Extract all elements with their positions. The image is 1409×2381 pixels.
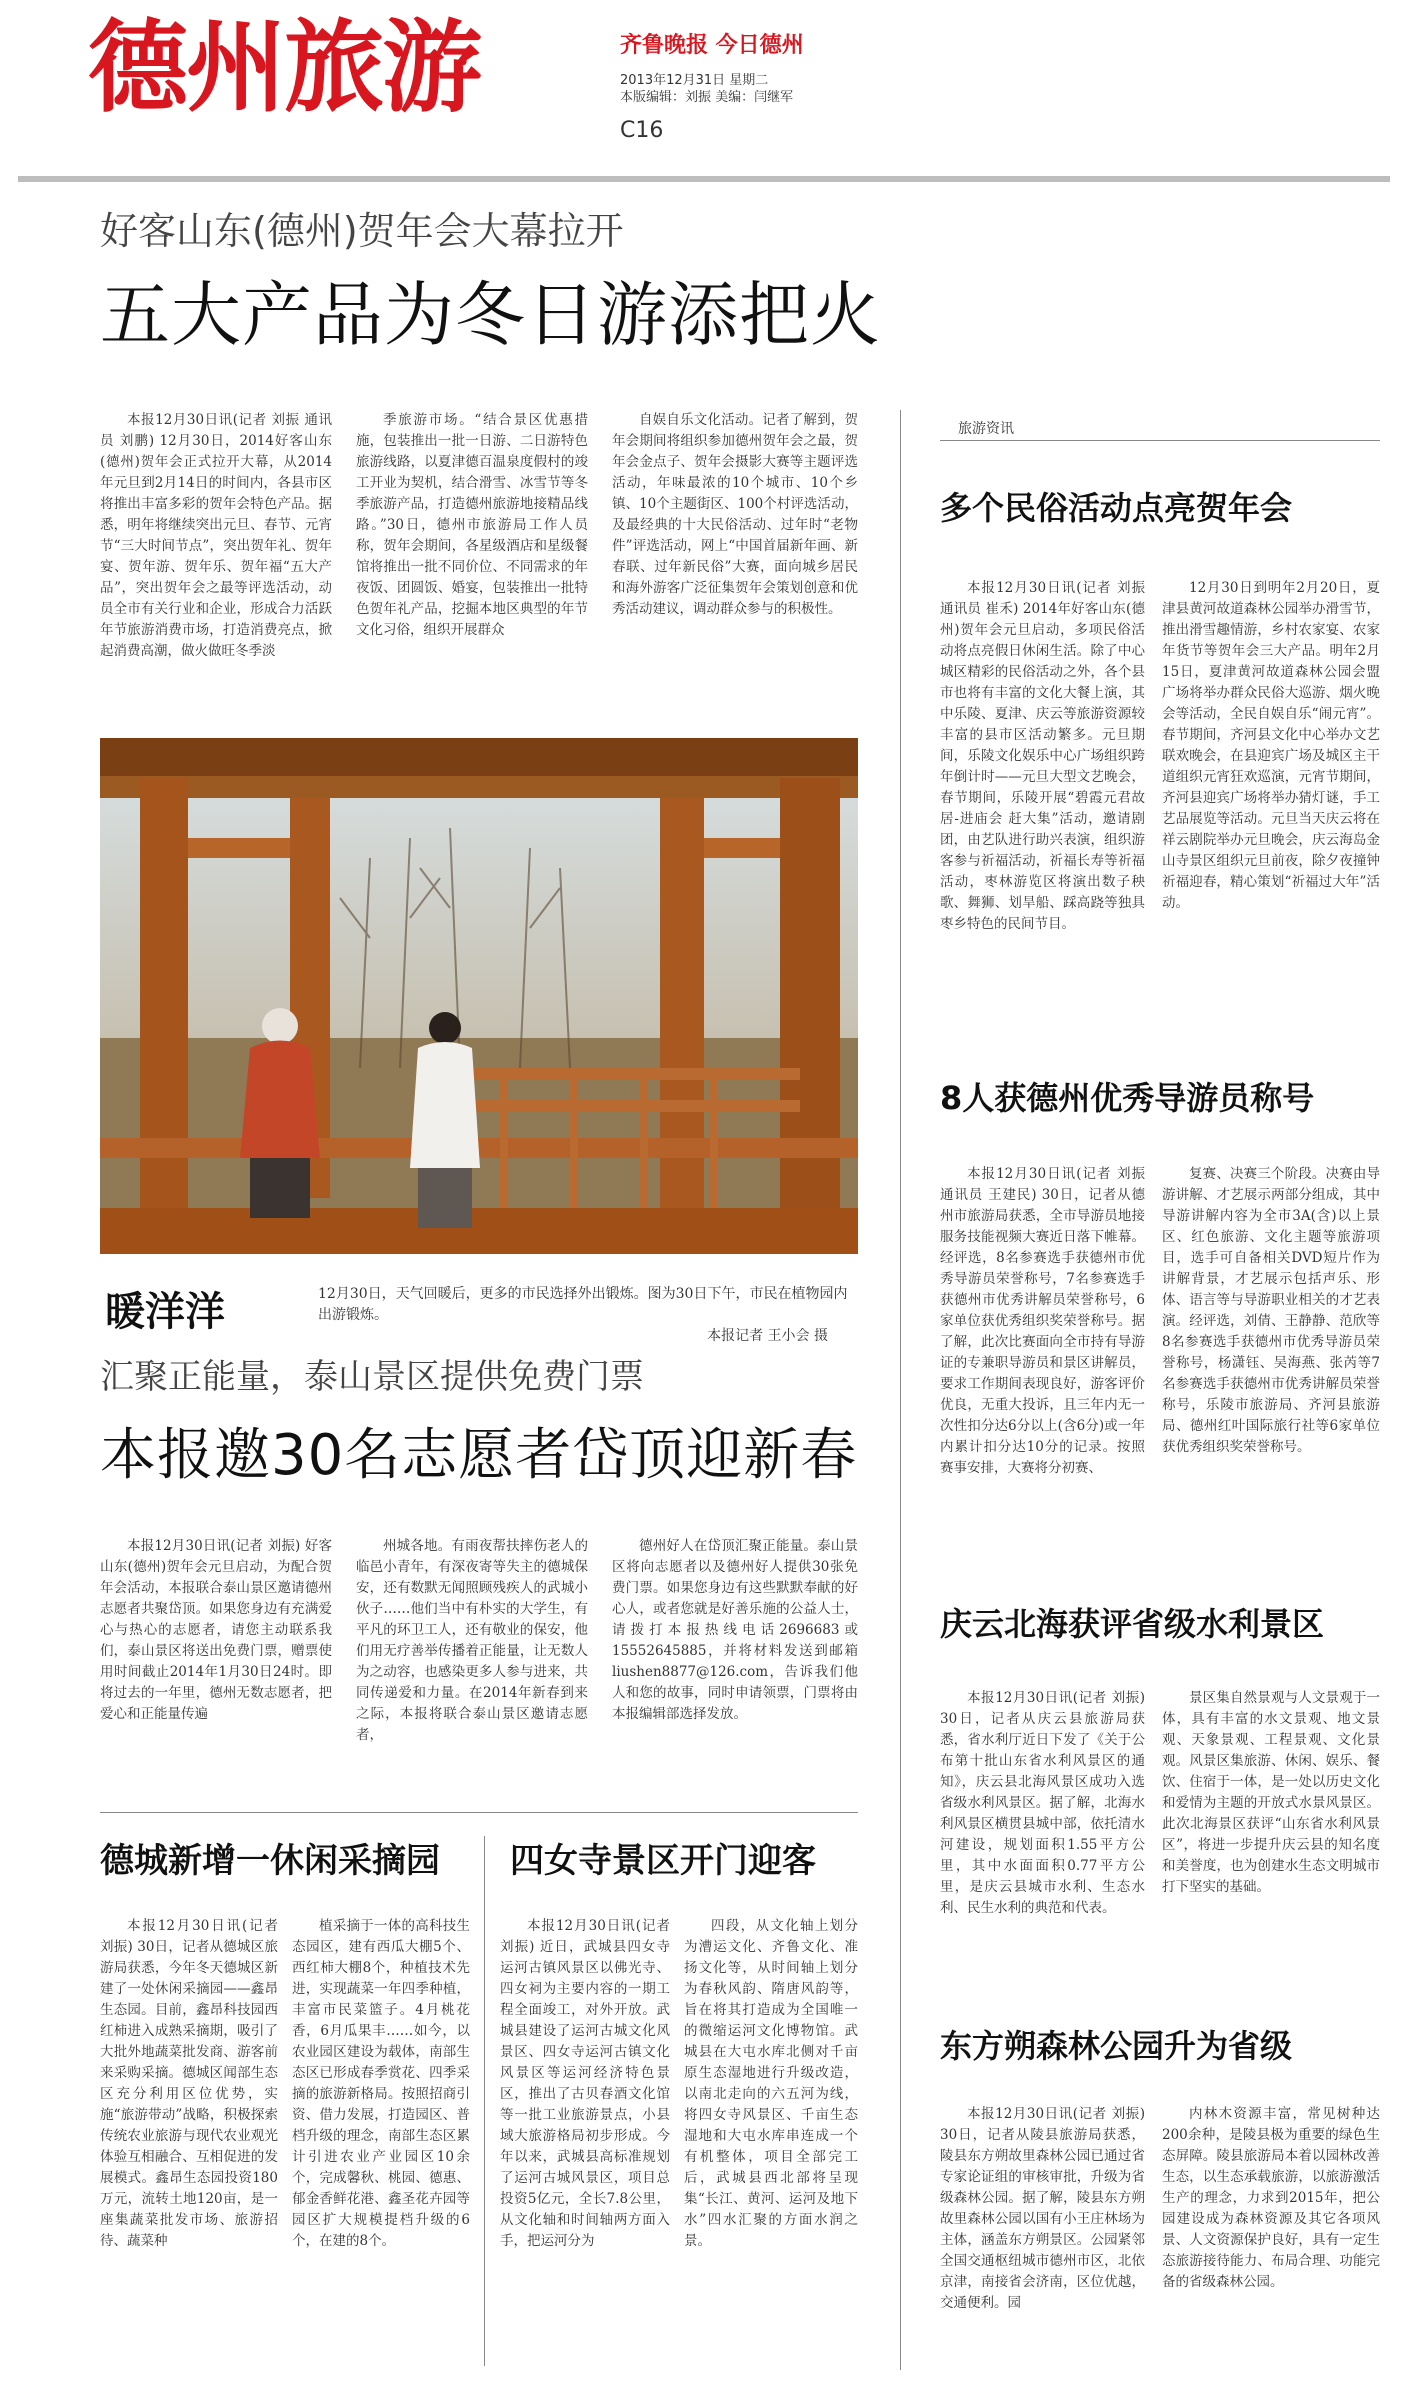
sidebar-a1-col-2-text: 12月30日到明年2月20日，夏津县黄河故道森林公园举办滑雪节，推出滑雪趣情游，乡村农家宴、农家年货节等贺年会三大产品。明年2月15日，夏津黄河故道森林公园会盟广场将举办群众民俗大巡游、烟火晚会等活动，全民自娱自乐“闹元宵”。春节期间，齐河县文化中心举办文艺联欢晚会，在县迎宾广场及城区主干道组织元宵狂欢巡演，元宵节期间，齐河县迎宾广场将举办猜灯谜，手工艺品展览等活动。元旦当天庆云将在祥云剧院举办元旦晚会，庆云海岛金山寺景区组织元旦前夜，除夕夜撞钟祈福迎春，精心策划“祈福过大年”活动。: [1162, 580, 1380, 911]
sidebar-a1-headline: 多个民俗活动点亮贺年会: [940, 489, 1293, 527]
sidebar-a1-col-1-text: 本报12月30日讯(记者 刘振 通讯员 崔禾) 2014年好客山东(德州)贺年会元旦启动，多项民俗活动将点亮假日休闲生活。除了中心城区精彩的民俗活动之外，各个县市也将有丰富的文化大餐上演，其中乐陵、夏津、庆云等旅游资源较丰富的县市区活动繁多。元旦期间，乐陵文化娱乐中心广场组织跨年倒计时——元旦大型文艺晚会，春节期间，乐陵开展“碧霞元君故居-进庙会 赶大集”活动，邀请剧团，由艺队进行助兴表演，组织游客参与祈福活动，祈福长寿等祈福活动，枣林游览区将演出数子秧歌、舞狮、划旱船、踩高跷等独具枣乡特色的民间节目。: [940, 580, 1145, 932]
sidebar-a2-col-1-text: 本报12月30日讯(记者 刘振 通讯员 王建民) 30日，记者从德州市旅游局获悉，全市导游员地接服务技能视频大赛近日落下帷幕。经评选，8名参赛选手获德州市优秀导游员荣誉称号，7名参赛选手获德州市优秀讲解员荣誉称号，6家单位获优秀组织奖荣誉称号。据了解，此次比赛面向全市持有导游证的专兼职导游员和景区讲解员，要求工作期间表现良好，游客评价优良，无重大投诉，且三年内无一次性扣分达6分以上(含6分)或一年内累计扣分达10分的记录。按照赛事安排，大赛将分初赛、: [940, 1166, 1145, 1476]
lead-col-3-text: 自娱自乐文化活动。记者了解到，贺年会期间将组织参加德州贺年会之最，贺年会金点子、贺年会摄影大赛等主题评选活动，年味最浓的10个城市、10个乡镇、10个主题街区、100个村评选活动，及最经典的十大民俗活动、过年时“老物件”评选活动，网上“中国首届新年画、新春联、过年新民俗”大赛，面向城乡居民和海外游客广泛征集贺年会策划创意和优秀活动建议，调动群众参与的积极性。: [612, 412, 858, 617]
sidebar-a2-col-2-text: 复赛、决赛三个阶段。决赛由导游讲解、才艺展示两部分组成，其中导游讲解内容为全市3A(含)以上景区、红色旅游、文化主题等旅游项目，选手可自备相关DVD短片作为讲解背景，才艺展示包括声乐、形体、语言等与导游职业相关的才艺表演。经评选，刘倩、王静静、范欣等8名参赛选手获德州市优秀导游员荣誉称号，杨潇钰、吴海燕、张芮等7名参赛选手获德州市优秀讲解员荣誉称号，乐陵市旅游局、齐河县旅游局、德州红叶国际旅行社等6家单位获优秀组织奖荣誉称号。: [1162, 1166, 1380, 1455]
picking-headline: 德城新增一休闲采摘园: [100, 1841, 440, 1881]
temple-headline: 四女寺景区开门迎客: [510, 1841, 816, 1881]
sidebar-a4-col-2-text: 内林木资源丰富，常见树种达200余种，是陵县极为重要的绿色生态屏障。陵县旅游局本着以园林改善生态，以生态承载旅游，以旅游激活生产的理念，力求到2015年，把公园建设成为森林资源及其它各项风景、人文资源保护良好，具有一定生态旅游接待能力、布局合理、功能完备的省级森林公园。: [1162, 2106, 1380, 2290]
sidebar-a3-col-1: [940, 1688, 1145, 1978]
picking-col-2: [292, 1916, 470, 2366]
pavilion-photo-illustration: [100, 738, 858, 1254]
lead-col-2-text: 季旅游市场。“结合景区优惠措施，包装推出一批一日游、二日游特色旅游线路，以夏津德百温泉度假村的竣工开业为契机，结合滑雪、冰雪节等冬季旅游产品，打造德州旅游地接精品线路。”30日，德州市旅游局工作人员称，贺年会期间，各星级酒店和星级餐馆将推出一批不同价位、不同需求的年夜饭、团圆饭、婚宴，包装推出一批特色贺年礼产品，挖掘本地区典型的年节文化习俗，组织开展群众: [356, 412, 588, 638]
sidebar-a3-col-2-text: 景区集自然景观与人文景观于一体，具有丰富的水文景观、地文景观、天象景观、工程景观、文化景观。风景区集旅游、休闲、娱乐、餐饮、住宿于一体，是一处以历史文化和爱情为主题的开放式水景风景区。此次北海景区获评“山东省水利风景区”，将进一步提升庆云县的知名度和美誉度，也为创建水生态文明城市打下坚实的基础。: [1162, 1690, 1380, 1895]
lead-col-3: [612, 410, 858, 720]
volunteer-col-1-text: 本报12月30日讯(记者 刘振) 好客山东(德州)贺年会元旦启动，为配合贺年会活动，本报联合泰山景区邀请德州志愿者共聚岱顶。如果您身边有充满爱心与热心的志愿者，请您主动联系我们，泰山景区将送出免费门票，赠票使用时间截止2014年1月30日24时。即将过去的一年里，德州无数志愿者，把爱心和正能量传遍: [100, 1538, 332, 1722]
lead-col-2: [356, 410, 588, 720]
sidebar-a4-col-1: [940, 2104, 1145, 2366]
picking-col-1-text: 本报12月30日讯(记者 刘振) 30日，记者从德城区旅游局获悉，今年冬天德城区新建了一处休闲采摘园——鑫昂生态园。目前，鑫昂科技园西红柿进入成熟采摘期，吸引了大批外地蔬菜批发商、游客前来采购采摘。德城区闻部生态区充分利用区位优势，实施“旅游带动”战略，积极探索传统农业旅游与现代农业观光体验互相融合、互相促进的发展模式。鑫昂生态园投资180万元，流转土地120亩，是一座集蔬菜批发市场、旅游招待、蔬菜种: [100, 1918, 278, 2249]
lead-headline: 五大产品为冬日游添把火: [100, 274, 881, 356]
volunteer-col-1: [100, 1536, 332, 1796]
sidebar-a1-col-2: [1162, 578, 1380, 1008]
edition-date: 2013年12月31日 星期二: [620, 73, 769, 88]
sidebar-label: 旅游资讯: [958, 421, 1014, 437]
lead-kicker: 好客山东(德州)贺年会大幕拉开: [100, 209, 624, 253]
sidebar-a2-headline: 8人获德州优秀导游员称号: [940, 1079, 1315, 1117]
photo-credit: 本报记者 王小会 摄: [707, 1328, 828, 1344]
sidebar-divider: [900, 410, 901, 2370]
header-rule: [18, 176, 1390, 182]
sidebar-a2-col-2: [1162, 1164, 1380, 1550]
sidebar-a3-col-2: [1162, 1688, 1380, 1978]
photo-caption: [318, 1284, 858, 1347]
temple-col-2: [684, 1916, 858, 2366]
edition-meta: [620, 72, 793, 106]
temple-col-1-text: 本报12月30日讯(记者 刘振) 近日，武城县四女寺运河古镇风景区以佛光寺、四女祠为主要内容的一期工程全面竣工，对外开放。武城县建设了运河古城文化风景区、四女寺运河古镇文化风景区等运河经济特色景区，推出了古贝春酒文化馆等一批工业旅游景点，小县域大旅游格局初步形成。今年以来，武城县高标准规划了运河古城风景区，项目总投资5亿元，全长7.8公里，从文化轴和时间轴两方面入手，把运河分为: [500, 1918, 670, 2249]
volunteer-col-2: [356, 1536, 588, 1796]
newspaper-brand: 齐鲁晚报 今日德州: [620, 33, 804, 58]
sidebar-a3-col-1-text: 本报12月30日讯(记者 刘振) 30日，记者从庆云县旅游局获悉，省水利厅近日下发了《关于公布第十批山东省水利风景区的通知》，庆云县北海风景区成功入选省级水利风景区。据了解，北海水利风景区横贯县城中部，依托清水河建设，规划面积1.55平方公里，其中水面面积0.77平方公里，是庆云县城市水利、生态水利、民生水利的典范和代表。: [940, 1690, 1145, 1916]
page-number: C16: [620, 118, 664, 143]
section-divider: [100, 1812, 858, 1813]
sidebar-a2-col-1: [940, 1164, 1145, 1550]
sidebar-a4-col-1-text: 本报12月30日讯(记者 刘振) 30日，记者从陵县旅游局获悉，陵县东方朔故里森林公园已通过省专家论证组的审核审批，升级为省级森林公园。据了解，陵县东方朔故里森林公园以国有小王庄林场为主体，涵盖东方朔景区。公园紧邻全国交通枢纽城市德州市区，北依京津，南接省会济南，区位优越，交通便利。园: [940, 2106, 1145, 2311]
park-photo: [100, 738, 858, 1254]
temple-col-2-text: 四段，从文化轴上划分为漕运文化、齐鲁文化、准扬文化等，从时间轴上划分为春秋风韵、隋唐风韵等，旨在将其打造成为全国唯一的微缩运河文化博物馆。武城县在大屯水库北侧对千亩原生态湿地进行升级改造，以南北走向的六五河为线，将四女寺风景区、千亩生态湿地和大屯水库串连成一个有机整体，项目全部完工后，武城县西北部将呈现集“长江、黄河、运河及地下水”四水汇聚的方面水润之景。: [684, 1918, 858, 2249]
column-divider: [484, 1836, 485, 2366]
volunteer-headline: 本报邀30名志愿者岱顶迎新春: [100, 1423, 858, 1488]
temple-col-1: [500, 1916, 670, 2366]
volunteer-col-3: [612, 1536, 858, 1796]
volunteer-kicker: 汇聚正能量，泰山景区提供免费门票: [100, 1357, 644, 1397]
photo-caption-text: 12月30日，天气回暖后，更多的市民选择外出锻炼。图为30日下午，市民在植物园内出游锻炼。: [318, 1286, 848, 1323]
lead-col-1: [100, 410, 332, 720]
picking-col-2-text: 植采摘于一体的高科技生态园区，建有西瓜大棚5个、西红柿大棚8个，种植技术先进，实现蔬菜一年四季种植，丰富市民菜篮子。4月桃花香，6月瓜果丰……如今，以农业园区建设为载体，南部生态区已形成春季赏花、四季采摘的旅游新格局。按照招商引资、借力发展，打造园区、普档升级的理念，南部生态区累计引进农业产业园区10余个，完成馨秋、桃园、德惠、郁金香鲜花港、鑫圣花卉园等园区扩大规模提档升级的6个，在建的8个。: [292, 1918, 470, 2249]
volunteer-col-3-text: 德州好人在岱顶汇聚正能量。泰山景区将向志愿者以及德州好人提供30张免费门票。如果您身边有这些默默奉献的好心人，或者您就是好善乐施的公益人士，请拨打本报热线电话2696683或15552645885，并将材料发送到邮箱liushen8877@126.com，告诉我们他人和您的故事，同时申请领票，门票将由本报编辑部选择发放。: [612, 1538, 858, 1722]
sidebar-a1-col-1: [940, 578, 1145, 1008]
volunteer-col-2-text: 州城各地。有雨夜帮扶摔伤老人的临邑小青年，有深夜寄等失主的德城保安，还有数默无闻照顾残疾人的武城小伙子……他们当中有朴实的大学生，有平凡的环卫工人，还有敬业的保安，他们用无疗善举传播着正能量，让无数人为之动容，也感染更多人参与进来，共同传递爱和力量。在2014年新春到来之际，本报将联合泰山景区邀请志愿者，: [356, 1538, 588, 1743]
edition-editors: 本版编辑：刘振 美编：闫继军: [620, 90, 794, 105]
sidebar-a4-headline: 东方朔森林公园升为省级: [940, 2027, 1293, 2065]
sidebar-a3-headline: 庆云北海获评省级水利景区: [940, 1605, 1325, 1643]
lead-col-1-text: 本报12月30日讯(记者 刘振 通讯员 刘鹏) 12月30日，2014好客山东(德州)贺年会正式拉开大幕，从2014年元旦到2月14日的时间内，各县市区将推出丰富多彩的贺年会特色产品。据悉，明年将继续突出元旦、春节、元宵节“三大时间节点”，突出贺年礼、贺年宴、贺年游、贺年乐、贺年福“五大产品”，突出贺年会之最等评选活动，动员全市有关行业和企业，形成合力活跃年节旅游消费市场，打造消费亮点，掀起消费高潮，做火做旺冬季淡: [100, 412, 332, 659]
sidebar-a4-col-2: [1162, 2104, 1380, 2366]
sidebar-label-rule: [940, 440, 1380, 441]
photo-title: 暖洋洋: [105, 1289, 225, 1335]
masthead-title: 德州旅游: [88, 9, 480, 126]
picking-col-1: [100, 1916, 278, 2366]
